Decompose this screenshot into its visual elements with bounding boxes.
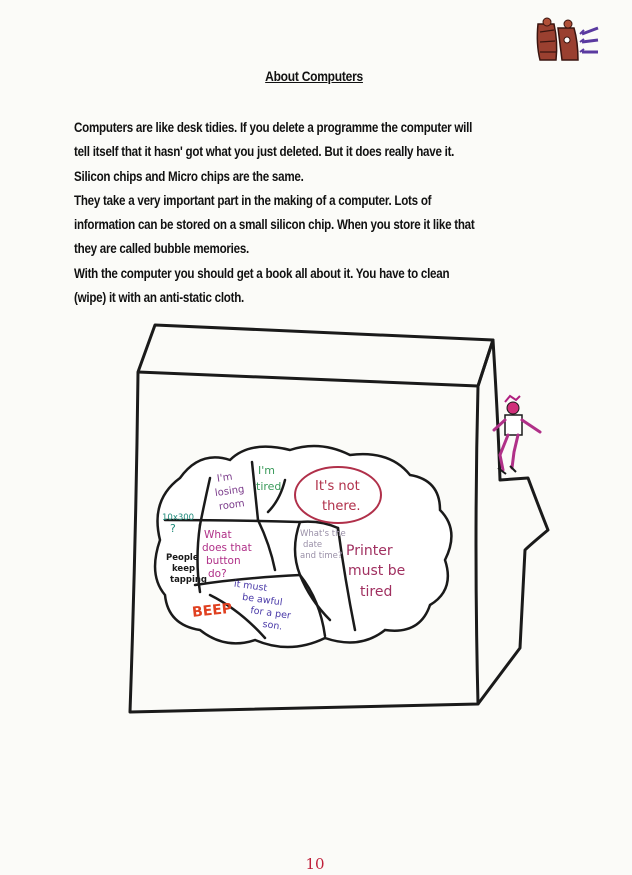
svg-text:What's the: What's the — [300, 529, 346, 539]
svg-text:10x300: 10x300 — [162, 513, 195, 523]
svg-text:Printer: Printer — [346, 543, 393, 559]
svg-text:I'm: I'm — [258, 464, 275, 477]
paragraph-line: (wipe) it with an anti-static cloth. — [74, 290, 245, 306]
page-number: 10 — [305, 855, 325, 873]
svg-text:People: People — [166, 553, 199, 563]
svg-text:It's not: It's not — [315, 479, 360, 494]
paragraph-line: information can be stored on a small silicon chip. When you store it like that — [74, 217, 475, 233]
paragraph-line: Silicon chips and Micro chips are the same. — [74, 168, 304, 184]
svg-text:tired: tired — [256, 480, 282, 493]
svg-text:it must: it must — [233, 578, 268, 595]
svg-text:for a per: for a per — [249, 605, 292, 622]
svg-text:there.: there. — [322, 499, 361, 514]
paragraph-line: With the computer you should get a book all about it. You have to clean — [74, 265, 450, 281]
paragraph-line: Computers are like desk tidies. If you delete a programme the computer will — [74, 120, 473, 135]
svg-text:son.: son. — [261, 618, 284, 633]
svg-text:I'm: I'm — [216, 471, 234, 485]
svg-text:tapping: tapping — [170, 575, 208, 585]
svg-text:?: ? — [170, 522, 176, 535]
svg-text:What: What — [204, 529, 232, 541]
svg-text:do?: do? — [208, 568, 227, 580]
paragraph-line: they are called bubble memories. — [74, 241, 249, 257]
climbing-figure-icon — [494, 396, 540, 474]
svg-text:date: date — [303, 540, 323, 550]
label-beep: BEEP — [191, 600, 233, 621]
svg-text:tired: tired — [360, 584, 393, 600]
svg-text:be awful: be awful — [241, 591, 284, 609]
paragraph-line: tell itself that it hasn' got what you just deleted. But it does really have it. — [74, 144, 455, 160]
svg-text:room: room — [218, 498, 246, 513]
paragraph-line: They take a very important part in the making of a computer. Lots of — [74, 192, 432, 208]
svg-text:keep: keep — [172, 564, 196, 574]
svg-text:losing: losing — [214, 484, 246, 500]
page-title: About Computers — [265, 68, 363, 84]
svg-text:does that: does that — [202, 542, 252, 554]
svg-text:button: button — [206, 555, 241, 567]
svg-text:must be: must be — [348, 563, 406, 579]
svg-text:and time?: and time? — [300, 551, 343, 561]
